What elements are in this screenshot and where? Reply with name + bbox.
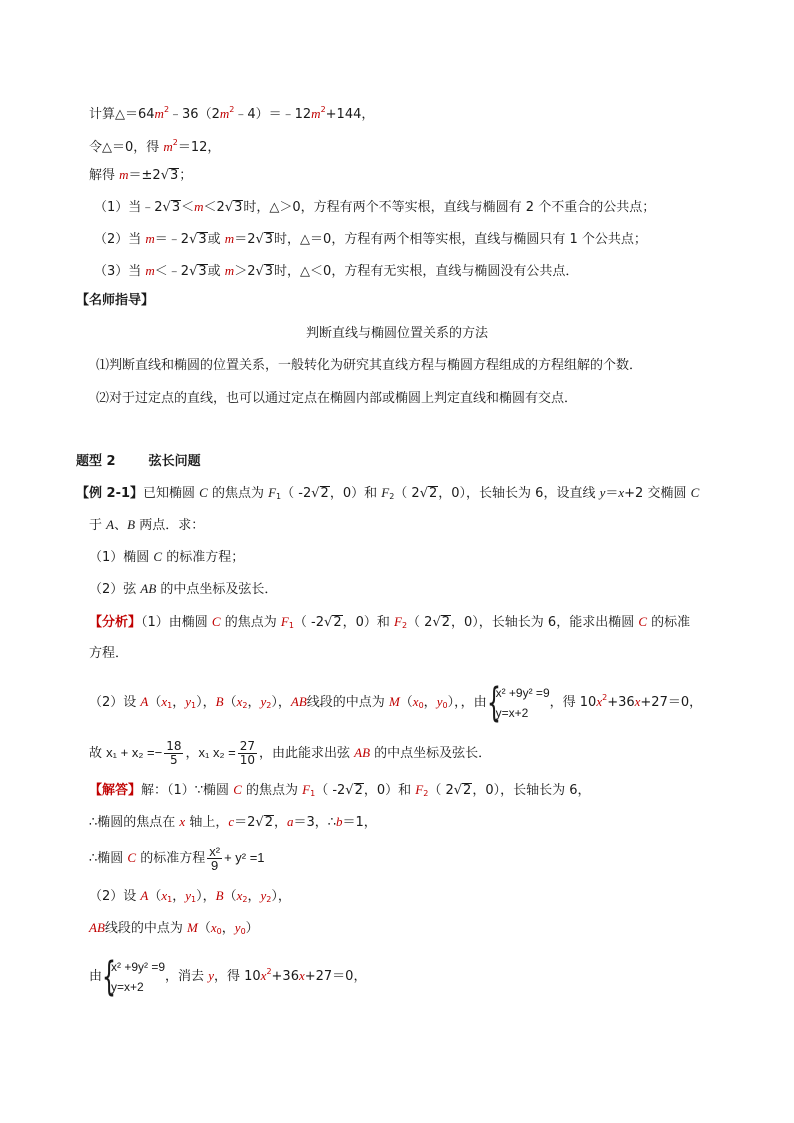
example-line-2: 于 A、B 两点．求： bbox=[89, 517, 205, 533]
answer-line-5: AB线段的中点为 $M(x_0$，$y_0$） bbox=[89, 920, 259, 936]
let-line: 令△＝0，得 $m^2=12$， bbox=[89, 138, 221, 155]
equation-system: { x² +9y² =9 y=x+2 bbox=[486, 679, 550, 726]
analysis-line-2: 方程． bbox=[89, 646, 129, 661]
answer-line-1: 【解答】解：（1）∵椭圆 C 的焦点为 $F_1$（ -2√2，0）和 $F_2$（ 2√2，0），长轴长为 6， bbox=[89, 782, 591, 798]
tip-paragraph-2: ⑵对于过定点的直线，也可以通过定点在椭圆内部或椭圆上判定直线和椭圆有交点． bbox=[96, 391, 578, 406]
analysis-tag: 【分析】 bbox=[89, 615, 142, 630]
answer-line-3: ∴椭圆 C 的标准方程 $\frac{\text{x²}}{9}$ + y² =1 bbox=[89, 844, 265, 873]
tip-title: 判断直线与椭圆位置关系的方法 bbox=[305, 326, 488, 341]
fraction-sum: $\frac{18}{5}$ bbox=[166, 739, 182, 767]
example-line-1: 【例 2-1】已知椭圆 C 的焦点为 $F_1$（ -2√2，0）和 $F_2$（ 2√2，0），长轴长为 6，设直线 y＝x+2 交椭圆 C bbox=[76, 485, 700, 501]
tip-paragraph-1: ⑴判断直线和椭圆的位置关系，一般转化为研究其直线方程与椭圆方程组成的方程组解的个数． bbox=[96, 358, 643, 373]
case-3: （3）当 m＜﹣2√3或 m＞2√3时，△＜0，方程有无实根，直线与椭圆没有公共点． bbox=[94, 263, 579, 279]
analysis-line-4: 故 x₁ + x₂ =− $\frac{18}{5}$ ，x₁ x₂ = $\frac{27}{10}$ ，由此能求出弦 AB 的中点坐标及弦长． bbox=[89, 739, 492, 767]
answer-tag: 【解答】 bbox=[89, 783, 142, 798]
case-2: （2）当 m＝﹣2√3或 m＝2√3时，△＝0，方程有两个相等实根，直线与椭圆只有 1 个公共点； bbox=[94, 231, 647, 247]
answer-line-6: 由 { x² +9y² =9 y=x+2 ，消去 y，得 $10x^2+36x+27=0$， bbox=[89, 953, 367, 1000]
equation-system-2: { x² +9y² =9 y=x+2 bbox=[102, 953, 166, 1000]
fraction-standard-equation: $\frac{\text{x²}}{9}$ bbox=[209, 844, 221, 873]
example-tag: 【例 2-1】 bbox=[76, 486, 144, 501]
question-2: （2）弦 AB 的中点坐标及弦长． bbox=[89, 581, 278, 597]
fraction-product: $\frac{27}{10}$ bbox=[239, 739, 256, 767]
case-1: （1）当﹣2√3＜m＜2√3时，△＞0，方程有两个不等实根，直线与椭圆有 2 个不重合的公共点； bbox=[94, 199, 656, 215]
section-heading bbox=[76, 452, 201, 472]
calc-line: 计算$\triangle=64m^2﹣36(2m^2﹣4)=﹣12m^2+144$， bbox=[89, 105, 375, 122]
solve-line: 解得 m＝±2√3； bbox=[89, 167, 193, 183]
tip-header: 【名师指导】 bbox=[76, 293, 155, 308]
analysis-line-1: 【分析】（1）由椭圆 C 的焦点为 $F_1$（ -2√2，0）和 $F_2$（ 2√2，0），长轴长为 6，能求出椭圆 C 的标准 bbox=[89, 614, 691, 630]
section-name: 弦长问题 bbox=[148, 454, 201, 469]
answer-line-4: （2）设 $A(x_1$，$y_1$），$B(x_2$，$y_2$）， bbox=[89, 888, 291, 904]
question-1: （1）椭圆 C 的标准方程； bbox=[89, 549, 245, 565]
analysis-line-3: （2）设 $A(x_1$，$y_1$），$B(x_2$，$y_2$），AB线段的中点为 $M(x_0$，$y_0$），，由 { x² +9y² =9 y=x+2 ，得 $10x^2+36x+27=0$， bbox=[89, 679, 703, 726]
answer-line-2: ∴椭圆的焦点在 x 轴上，c＝2√2，a＝3，∴b＝1， bbox=[89, 814, 377, 830]
section-label: 题型 2 bbox=[76, 454, 116, 469]
